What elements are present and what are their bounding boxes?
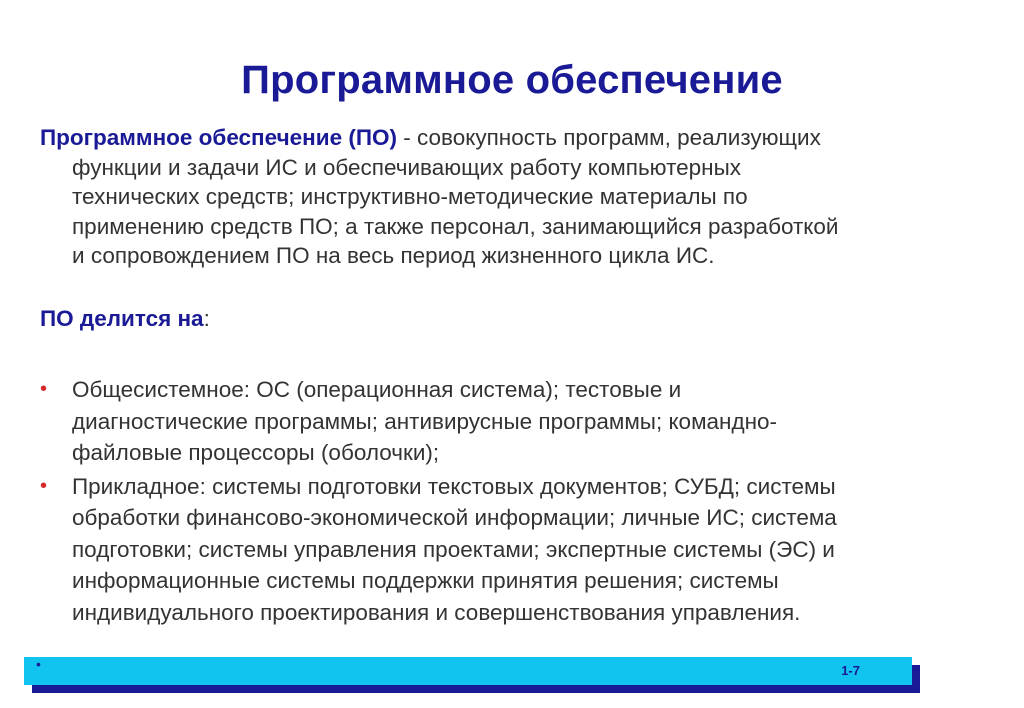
footer-bar [24,657,912,685]
list-item-line: Общесистемное: ОС (операционная система); тестовые и [72,377,682,402]
list-item-line: диагностические программы; антивирусные программы; командно- [72,408,778,434]
definition-paragraph [40,123,990,271]
definition-line-5: и сопровождением ПО на весь период жизненного цикла ИС. [72,243,715,268]
slide-title: Программное обеспечение [241,58,783,102]
divides-heading [40,304,210,334]
definition-term: Программное обеспечение (ПО) [40,125,398,150]
list-item [40,471,1000,629]
list-item-line: Прикладное: системы подготовки текстовых документов; СУБД; системы [72,473,836,499]
page-number: 1-7 [841,663,860,678]
list-item [40,374,1000,469]
bullet-icon: • [40,474,48,497]
footer-dot-icon: • [36,656,41,672]
definition-text: - совокупность программ, реализующих [397,125,821,150]
bullet-icon: • [40,378,48,400]
divides-term: ПО делится на [40,306,204,331]
list-item-line: информационные системы поддержки принятия решения; системы [72,568,779,593]
list-item-line: обработки финансово-экономической информации; личные ИС; система [72,505,837,530]
list-item-line: подготовки; системы управления проектами; экспертные системы (ЭС) и [72,536,835,562]
list-item-line: индивидуального проектирования и совершенствования управления. [72,599,801,625]
divides-suffix: : [203,306,210,331]
definition-line-4: применению средств ПО; а также персонал, занимающийся разработкой [72,213,839,239]
definition-line-2: функции и задачи ИС и обеспечивающих работу компьютерных [72,154,741,180]
list-item-line: файловые процессоры (оболочки); [72,440,440,465]
definition-line-3: технических средств; инструктивно-методические материалы по [72,184,748,209]
definition-line-1 [40,123,990,153]
category-list [40,374,1000,630]
